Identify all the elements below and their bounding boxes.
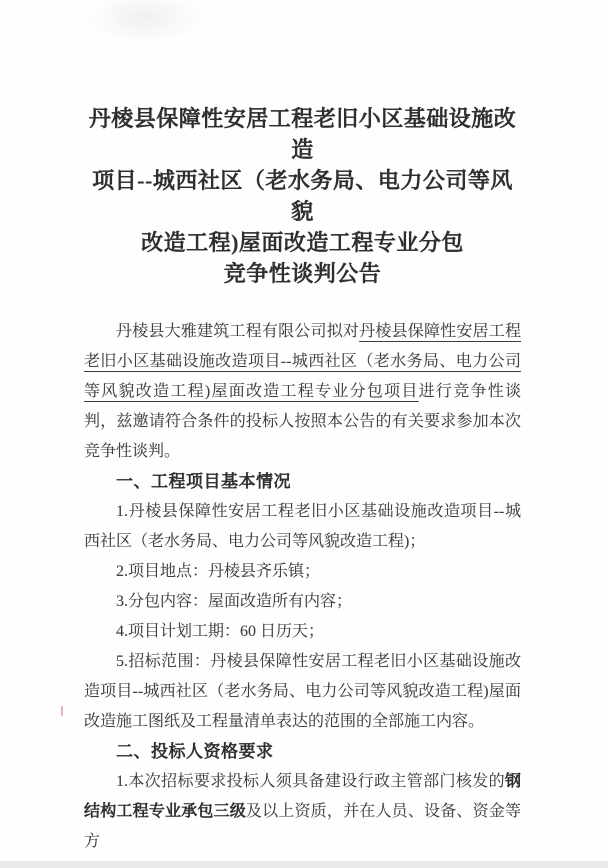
section-heading-bidder-qualifications: 二、投标人资格要求 xyxy=(116,742,274,761)
scan-artifact xyxy=(61,706,63,716)
title-line: 项目--城西社区（老水务局、电力公司等风貌 xyxy=(92,168,513,224)
list-item-planned-duration: 4.项目计划工期：60 日历天； xyxy=(116,623,325,640)
scan-smudge xyxy=(85,0,205,44)
qualification-segment: 及以上资质，并在人员、设备、资金等方 xyxy=(84,803,521,850)
document-content xyxy=(84,103,521,857)
intro-segment: 丹棱县大雅建筑工程有限公司拟对 xyxy=(116,323,360,340)
qualification-segment: 1.本次招标要求投标人须具备建设行政主管部门核发的 xyxy=(116,773,505,790)
list-item-bidding-scope: 5.招标范围：丹棱县保障性安居工程老旧小区基础设施改造项目--城西社区（老水务局、电力公司等风貌改造工程)屋面改造施工图纸及工程量清单表达的范围的全部施工内容。 xyxy=(84,653,521,730)
list-item-subcontract-content: 3.分包内容：屋面改造所有内容； xyxy=(116,593,353,610)
page-bottom-strip xyxy=(0,861,608,868)
intro-segment-underlined-project-name: 丹棱县保障性安居工程老旧小区基础设施改造项目--城西社区（老水务局、电力公司等风貌改造工程)屋面改造工程专业分包项目 xyxy=(84,323,521,400)
list-item-project-location: 2.项目地点：丹棱县齐乐镇； xyxy=(116,563,321,580)
document-title xyxy=(84,103,521,289)
title-line: 竞争性谈判公告 xyxy=(223,261,382,286)
title-line: 改造工程)屋面改造工程专业分包 xyxy=(141,230,464,255)
document-body xyxy=(84,317,521,857)
section-heading-project-overview: 一、工程项目基本情况 xyxy=(116,472,291,491)
title-line: 丹棱县保障性安居工程老旧小区基础设施改造 xyxy=(88,106,517,162)
list-item-project-name: 1.丹棱县保障性安居工程老旧小区基础设施改造项目--城西社区（老水务局、电力公司等风貌改造工程)； xyxy=(84,503,521,550)
qualification-paragraph xyxy=(84,767,521,857)
qualification-segment-bold-grade: 钢结构工程专业承包三级 xyxy=(84,773,521,820)
intro-segment: 进行竞争性谈判，兹邀请符合条件的投标人按照本公告的有关要求参加本次竞争性谈判。 xyxy=(84,383,521,460)
intro-paragraph xyxy=(84,317,521,467)
